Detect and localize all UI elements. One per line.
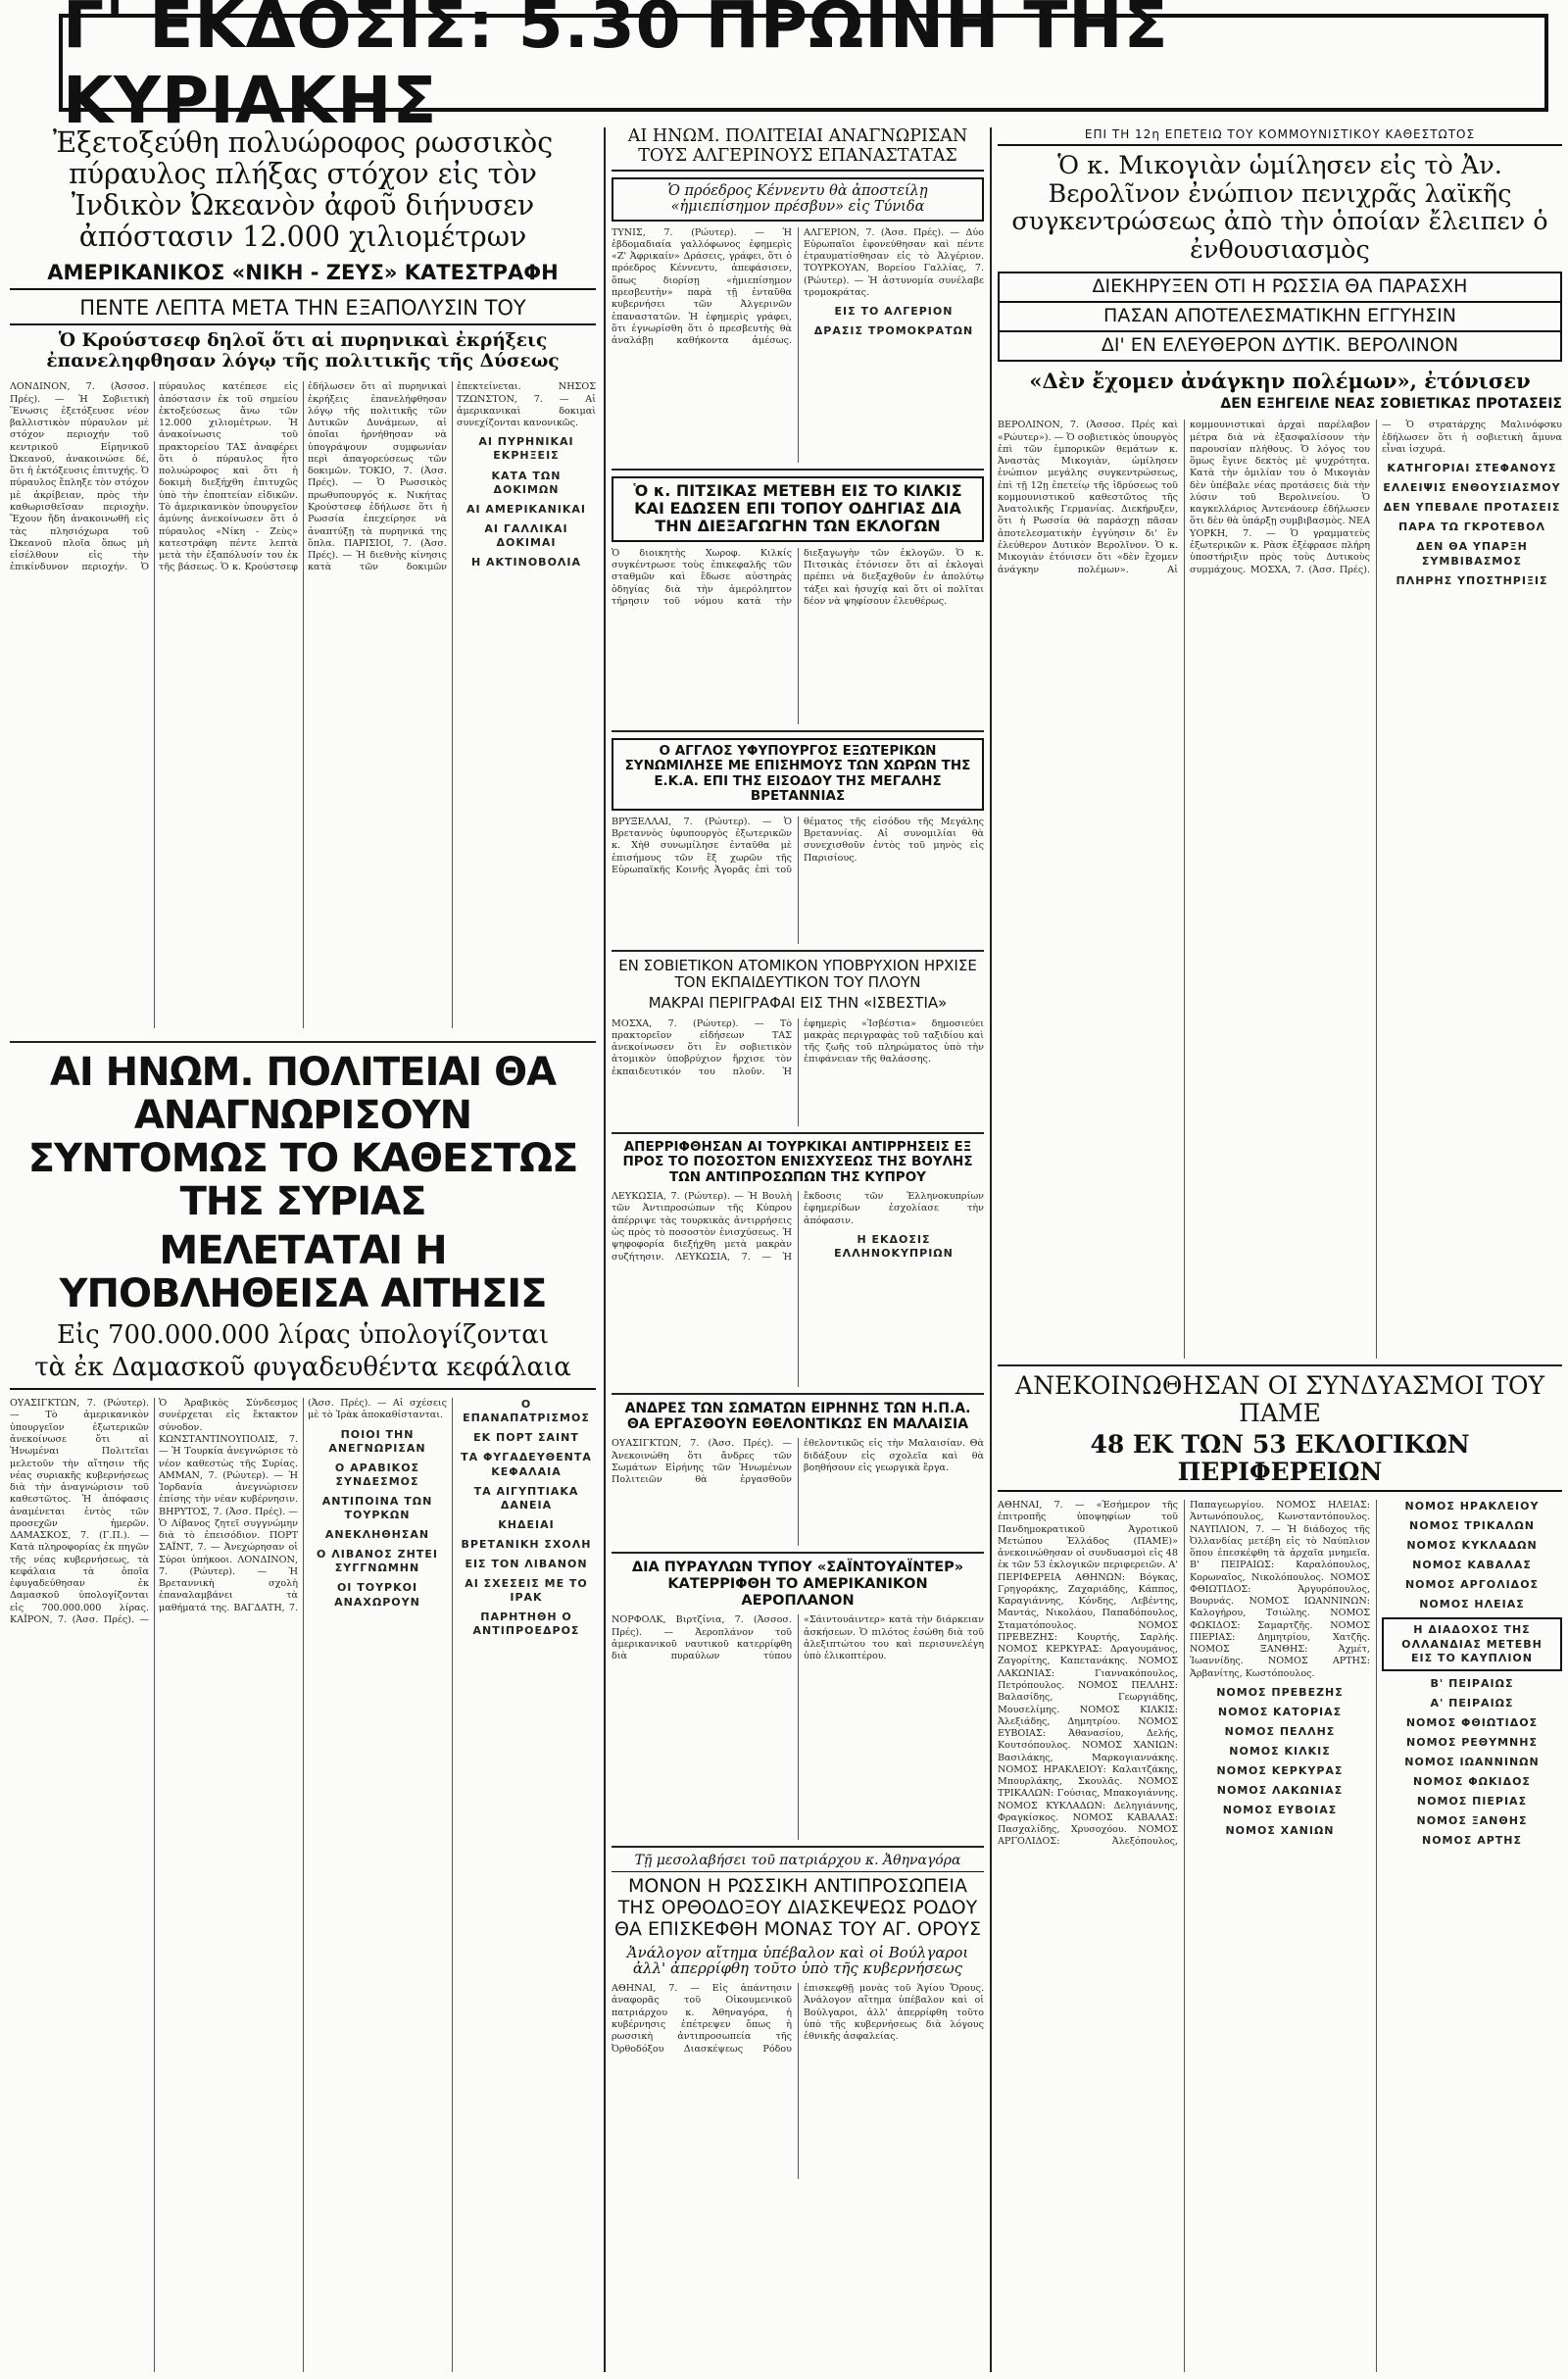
section-rule — [612, 1393, 984, 1395]
elections-sub-12: ΝΟΜΟΣ ΑΡΓΟΛΙΔΟΣ — [1404, 1578, 1540, 1592]
syria-headline: ΑΙ ΗΝΩΜ. ΠΟΛΙΤΕΙΑΙ ΘΑ ΑΝΑΓΝΩΡΙΣΟΥΝ ΣΥΝΤΟΜΩΣ ΤΟ ΚΑΘΕΣΤΩΣ ΤΗΣ ΣΥΡΙΑΣ — [27, 1051, 578, 1224]
article-britain — [612, 738, 984, 944]
mikoyan-body-text: ΒΕΡΟΛΙΝΟΝ, 7. (Ἀσσοσ. Πρές καὶ «Ρώυτερ»). — Ὁ σοβιετικὸς ὑπουργὸς ἐπὶ τῶν ἐμπορικῶν θεμάτων κ. Ἀναστὰς Μικογιὰν, ὡμίλησεν ἐνώπιον μεγάλης συγκεντρώσεως, ἐπὶ τῇ 12ῃ ἐπετείῳ τῆς ἱδρύσεως τοῦ κομμουνιστικοῦ καθεστῶτος τῆς Ἀνατολικῆς Γερμανίας. Διεκήρυξεν, ὅτι ἡ Ρωσσία θὰ παράσχῃ πᾶσαν ἀποτελεσματικὴν ἐγγύησιν δι' ἓν ἐλεύθερον Δυτικὸν Βερολῖνον. Ὁ κ. Μικογιὰν ἐτόνισεν ὅτι «δὲν ἔχομεν ἀνάγκην πολέμων». Αἱ κομμουνιστικαὶ ἀρχαὶ παρέλαβον μέτρα διὰ νὰ ἐξασφαλίσουν τὴν παρουσίαν πλήθους. Ὁ λόγος του ὅμως ἔγινε δεκτὸς μὲ ψυχρότητα. Κατὰ τὴν ὁμιλίαν του ὁ Μικογιὰν δὲν ὑπέβαλε νέας προτάσεις διὰ τὴν λύσιν τοῦ Βερολινείου. Ὁ καγκελλάριος Ἀντενάουερ ἐδήλωσεν ὅτι δὲν θὰ ὑπάρξῃ συμβιβασμὸς. ΝΕΑ ΥΟΡΚΗ, 7. — Ὁ γραμματεὺς ἐξωτερικῶν κ. Ρὰσκ ἐξέφρασε πλήρη ὑποστήριξιν πρὸς τοὺς Δυτικοὺς συμμάχους. ΜΟΣΧΑ, 7. (Ἀσσ. Πρές). — Ὁ στρατάρχης Μαλινόφσκυ ἐδήλωσεν ὅτι ἡ σοβιετικὴ ἄμυνα εἶναι ἰσχυρά. — [998, 420, 1562, 575]
mikoyan-body — [998, 420, 1562, 1359]
elections-sub-9: ΝΟΜΟΣ ΤΡΙΚΑΛΩΝ — [1409, 1519, 1535, 1533]
sidewinder-body — [612, 1614, 984, 1840]
syria-subhead-2: Εἰς 700.000.000 λίρας ὑπολογίζονται — [56, 1320, 550, 1350]
syria-sub-1: Ο ΑΡΑΒΙΚΟΣ ΣΥΝΔΕΣΜΟΣ — [334, 1461, 420, 1488]
column-rule — [990, 127, 992, 2372]
section-rule — [612, 950, 984, 952]
sidewinder-headline: ΔΙΑ ΠΥΡΑΥΛΩΝ ΤΥΠΟΥ «ΣΑΪΝΤΟΥΑΪΝΤΕΡ» ΚΑΤΕΡΡΙΦΘΗ ΤΟ ΑΜΕΡΙΚΑΝΙΚΟΝ ΑΕΡΟΠΛΑΝΟΝ — [631, 1560, 964, 1609]
algeria-sub-0: ΕΙΣ ΤΟ ΑΛΓΕΡΙΟΝ — [834, 305, 954, 319]
missile-body — [10, 381, 596, 1028]
missile-subhead-3: Ὁ Κρούστσεφ δηλοῖ ὅτι αἱ πυρηνικαὶ ἐκρήξεις ἐπανεληφθησαν λόγῳ τῆς πολιτικῆς τῆς Δύσεως — [46, 329, 560, 372]
algeria-subhead: Ὁ πρόεδρος Κέννεντυ θὰ ἀποστείλῃ «ἡμιεπίσημον πρέσβυν» εἰς Τύνιδα — [612, 177, 984, 221]
elections-sub-8: ΝΟΜΟΣ ΗΡΑΚΛΕΙΟΥ — [1404, 1500, 1540, 1512]
section-rule — [612, 1552, 984, 1554]
syria-subhead-3: τὰ ἐκ Δαμασκοῦ φυγαδευθέντα κεφάλαια — [10, 1354, 596, 1390]
submarine-headline: ΕΝ ΣΟΒΙΕΤΙΚΟΝ ΑΤΟΜΙΚΟΝ ΥΠΟΒΡΥΧΙΟΝ ΗΡΧΙΣΕ ΤΟΝ ΕΚΠΑΙΔΕΥΤΙΚΟΝ ΤΟΥ ΠΛΟΥΝ — [618, 956, 977, 992]
athos-headline: ΜΟΝΟΝ Η ΡΩΣΣΙΚΗ ΑΝΤΙΠΡΟΣΩΠΕΙΑ ΤΗΣ ΟΡΘΟΔΟΞΟΥ ΔΙΑΣΚΕΨΕΩΣ ΡΟΔΟΥ ΘΑ ΕΠΙΣΚΕΦΘΗ ΜΟΝΑΣ ΤΟΥ ΑΓ. ΟΡΟΥΣ — [613, 1875, 982, 1940]
syria-sub-4: Ο ΛΙΒΑΝΟΣ ΖΗΤΕΙ ΣΥΓΓΝΩΜΗΝ — [317, 1548, 438, 1575]
elections-sub-17: ΝΟΜΟΣ ΦΘΙΩΤΙΔΟΣ — [1405, 1715, 1539, 1729]
cyprus-body — [612, 1191, 984, 1387]
submarine-body-text: ΜΟΣΧΑ, 7. (Ρώυτερ). — Τὸ πρακτορεῖον εἰδήσεων ΤΑΣ ἀνεκοίνωσεν ὅτι ἓν σοβιετικὸν ἀτομικὸν ὑποβρύχιον ἤρχισε τὸν ἐκπαιδευτικόν του πλοῦν. Ἡ ἐφημερὶς «Ἰσβέστια» δημοσιεύει μακρὰς περιγραφὰς τοῦ ταξιδίου καὶ τῆς ζωῆς τοῦ πληρώματος ὑπὸ τὴν ἐπιφάνειαν τῆς θαλάσσης. — [612, 1017, 984, 1077]
pitsikas-headline: Ὁ κ. ΠΙΤΣΙΚΑΣ ΜΕΤΕΒΗ ΕΙΣ ΤΟ ΚΙΛΚΙΣ ΚΑΙ ΕΔΩΣΕΝ ΕΠΙ ΤΟΠΟΥ ΟΔΗΓΙΑΣ ΔΙΑ ΤΗΝ ΔΙΕΞΑΓΩΓΗΝ ΤΩΝ ΕΚΛΟΓΩΝ — [612, 476, 984, 542]
elections-sub-18: ΝΟΜΟΣ ΡΕΘΥΜΝΗΣ — [1406, 1735, 1538, 1749]
algeria-body — [612, 227, 984, 463]
elections-sub-1: ΝΟΜΟΣ ΚΑΤΟΡΙΑΣ — [1217, 1706, 1343, 1719]
pitsikas-body-text: Ὁ διοικητὴς Χωροφ. Κιλκίς συγκέντρωσε τοὺς ἐπικεφαλῆς τῶν σταθμῶν καὶ ἔδωσε αὐστηρὰς ὁδηγίας διὰ τὴν ἀμερόληπτον τήρησιν τοῦ νόμου κατὰ τὴν διεξαγωγὴν τῶν ἐκλογῶν. Ὁ κ. Πιτσικὰς ἐτόνισεν ὅτι αἱ ἐκλογαὶ πρέπει νὰ διεξαχθοῦν ἐν ἀπολύτῳ τάξει καὶ ἡσυχίᾳ καὶ ὅτι οἱ πολῖται δέον νὰ ψηφίσουν ἐλευθέρως. — [612, 547, 984, 607]
elections-sub-6: ΝΟΜΟΣ ΕΥΒΟΙΑΣ — [1222, 1804, 1338, 1817]
syria-sub-13: ΑΙ ΣΧΕΣΕΙΣ ΜΕ ΤΟ ΙΡΑΚ — [465, 1577, 588, 1605]
syria-sub-7: ΕΚ ΠΟΡΤ ΣΑΙΝΤ — [473, 1431, 579, 1445]
article-cyprus — [612, 1140, 984, 1388]
article-athos — [612, 1854, 984, 2179]
elections-sub-4: ΝΟΜΟΣ ΚΕΡΚΥΡΑΣ — [1216, 1764, 1344, 1778]
submarine-body — [612, 1018, 984, 1126]
elections-body-text: ΑΘΗΝΑΙ, 7. — «Ἐσήμερον τῆς ἐπιτροπῆς ὑποψηφίων τοῦ Πανδημοκρατικοῦ Ἀγροτικοῦ Μετώπου Ἑλλάδος (ΠΑΜΕ)» ἀνεκοινώθησαν οἱ συνδυασμοὶ εἰς 48 ἐκ τῶν 53 ἐκλογικῶν περιφερειῶν. Α' ΠΕΡΙΦΕΡΕΙΑ ΑΘΗΝΩΝ: Βόγκας, Γρηγοράκης, Ζαχαριάδης, Κάππος, Καραγιάννης, Κόνδης, Λεβέντης, Μαντάς, Νικολάου, Παπαδόπουλος, Σταματόπουλος. ΝΟΜΟΣ ΠΡΕΒΕΖΗΣ: Κουρτής, Σαρλής. ΝΟΜΟΣ ΚΕΡΚΥΡΑΣ: Δραγουμάνος, Ζαγορίτης, Καπετανάκης. ΝΟΜΟΣ ΛΑΚΩΝΙΑΣ: Γιαννακόπουλος, Πετρόπουλος. ΝΟΜΟΣ ΠΕΛΛΗΣ: Βαλασίδης, Γεωργιάδης, Μουσελίμης. ΝΟΜΟΣ ΚΙΛΚΙΣ: Ἀλεξιάδης, Δημητρίου. ΝΟΜΟΣ ΕΥΒΟΙΑΣ: Ἀθανασίου, Δελής, Κουτσόπουλος. ΝΟΜΟΣ ΧΑΝΙΩΝ: Βασιλάκης, Μαρκογιαννάκης. ΝΟΜΟΣ ΗΡΑΚΛΕΙΟΥ: Καλαιτζάκης, Μπουρλάκης, Σκουλᾶς. ΝΟΜΟΣ ΤΡΙΚΑΛΩΝ: Γούσιας, Μπακογιάννης. ΝΟΜΟΣ ΚΥΚΛΑΔΩΝ: Δεληγιάννης, Φραγκίσκος. ΝΟΜΟΣ ΚΑΒΑΛΑΣ: Πασχαλίδης, Χρυσοχόου. ΝΟΜΟΣ ΑΡΓΟΛΙΔΟΣ: Ἀλεξόπουλος, Παπαγεωργίου. ΝΟΜΟΣ ΗΛΕΙΑΣ: Ἀντωνόπουλος, Κωνσταντόπουλος. ΝΑΥΠΛΙΟΝ, 7. — Ἡ διάδοχος τῆς Ὀλλανδίας μετέβη εἰς τὸ Ναύπλιον ὅπου ἐπεσκέφθη τὰ ἀρχαῖα μνημεῖα. Β' ΠΕΙΡΑΙΩΣ: Καραλόπουλος, Κορωναῖος, Νικολόπουλος. ΝΟΜΟΣ ΦΘΙΩΤΙΔΟΣ: Ἀργυρόπουλος, Βουρνάς. ΝΟΜΟΣ ΙΩΑΝΝΙΝΩΝ: Καλογήρου, Τσιώλης. ΝΟΜΟΣ ΦΩΚΙΔΟΣ: Σαμαρτζῆς. ΝΟΜΟΣ ΠΙΕΡΙΑΣ: Δημητρίου, Χατζῆς. ΝΟΜΟΣ ΞΑΝΘΗΣ: Ἀχμέτ, Ἰωαννίδης. ΝΟΜΟΣ ΑΡΤΗΣ: Ἀρβανίτης, Κωστόπουλος. — [998, 1500, 1370, 1848]
athos-body — [612, 1983, 984, 2179]
elections-body — [998, 1500, 1562, 2372]
elections-sub-15: Β' ΠΕΙΡΑΙΩΣ — [1430, 1676, 1514, 1690]
syria-sub-0: ΠΟΙΟΙ ΤΗΝ ΑΝΕΓΝΩΡΙΣΑΝ — [328, 1427, 426, 1455]
syria-sub-6: Ο ΕΠΑΝΑΠΑΤΡΙΣΜΟΣ — [463, 1398, 590, 1425]
elections-sub-11: ΝΟΜΟΣ ΚΑΒΑΛΑΣ — [1412, 1559, 1532, 1572]
article-mikoyan — [998, 127, 1562, 1359]
syria-sub-10: ΚΗΔΕΙΑΙ — [498, 1517, 555, 1531]
syria-sub-9: ΤΑ ΑΙΓΥΠΤΙΑΚΑ ΔΑΝΕΙΑ — [473, 1484, 579, 1512]
article-syria — [10, 1051, 596, 2372]
peace-body — [612, 1438, 984, 1546]
mikoyan-deck-box — [998, 272, 1562, 362]
article-peace-corps — [612, 1401, 984, 1546]
britain-headline: Ο ΑΓΓΛΟΣ ΥΦΥΠΟΥΡΓΟΣ ΕΞΩΤΕΡΙΚΩΝ ΣΥΝΩΜΙΛΗΣΕ ΜΕ ΕΠΙΣΗΜΟΥΣ ΤΩΝ ΧΩΡΩΝ ΤΗΣ Ε.Κ.Α. ΕΠΙ ΤΗΣ ΕΙΣΟΔΟΥ ΤΗΣ ΜΕΓΑΛΗΣ ΒΡΕΤΑΝΝΙΑΣ — [612, 738, 984, 811]
elections-subhead: 48 ΕΚ ΤΩΝ 53 ΕΚΛΟΓΙΚΩΝ ΠΕΡΙΦΕΡΕΙΩΝ — [998, 1431, 1562, 1492]
mikoyan-subhead: ΔΕΝ ΕΞΗΓΕΙΛΕ ΝΕΑΣ ΣΟΒΙΕΤΙΚΑΣ ΠΡΟΤΑΣΕΙΣ — [1220, 396, 1562, 413]
sidewinder-body-text: ΝΟΡΦΟΛΚ, Βιρτζίνια, 7. (Ἀσσοσ. Πρές). — Ἀεροπλάνον τοῦ ἀμερικανικοῦ ναυτικοῦ κατερρίφθη διὰ πυραύλων τύπου «Σάιντουάιντερ» κατὰ τὴν διάρκειαν ἀσκήσεων. Ὁ πιλότος ἐσώθη διὰ τοῦ ἀλεξιπτώτου του καὶ περισυνελέγη ὑπὸ ἑλικοπτέρου. — [612, 1614, 984, 1662]
middle-column — [612, 127, 984, 2372]
syria-sub-12: ΕΙΣ ΤΟΝ ΛΙΒΑΝΟΝ — [465, 1557, 588, 1570]
article-sidewinder — [612, 1560, 984, 1840]
algeria-sub-1: ΔΡΑΣΙΣ ΤΡΟΜΟΚΡΑΤΩΝ — [813, 324, 974, 338]
elections-sub-3: ΝΟΜΟΣ ΚΙΛΚΙΣ — [1229, 1745, 1331, 1759]
elections-sub-22: ΝΟΜΟΣ ΞΑΝΘΗΣ — [1416, 1814, 1528, 1828]
elections-sub-16: Α' ΠΕΙΡΑΙΩΣ — [1430, 1696, 1514, 1710]
athos-subhead: Ἀνάλογον αἴτημα ὑπέβαλον καὶ οἱ Βούλγαροι ἀλλ' ἀπερρίφθη τοῦτο ὑπὸ τῆς κυβερνήσεως — [626, 1943, 969, 1978]
section-rule — [612, 1132, 984, 1134]
mikoyan-sub-3: ΠΑΡΑ ΤΩ ΓΚΡΟΤΕΒΟΛ — [1397, 520, 1546, 534]
peace-headline: ΑΝΔΡΕΣ ΤΩΝ ΣΩΜΑΤΩΝ ΕΙΡΗΝΗΣ ΤΩΝ Η.Π.Α. ΘΑ ΕΡΓΑΣΘΟΥΝ ΕΘΕΛΟΝΤΙΚΩΣ ΕΝ ΜΑΛΑΙΣΙΑ — [624, 1401, 971, 1433]
cyprus-headline: ΑΠΕΡΡΙΦΘΗΣΑΝ ΑΙ ΤΟΥΡΚΙΚΑΙ ΑΝΤΙΡΡΗΣΕΙΣ ΕΞ ΠΡΟΣ ΤΟ ΠΟΣΟΣΤΟΝ ΕΝΙΣΧΥΣΕΩΣ ΤΗΣ ΒΟΥΛΗΣ ΤΩΝ ΑΝΤΙΠΡΟΣΩΠΩΝ ΤΗΣ ΚΥΠΡΟΥ — [622, 1138, 973, 1185]
missile-headline: Ἐξετοξεύθη πολυώροφος ρωσσικὸς πύραυλος πλήξας στόχον εἰς τὸν Ἰνδικὸν Ὠκεανὸν ἀφοῦ διήνυσεν ἀπόστασιν 12.000 χιλιομέτρων — [52, 127, 554, 253]
algeria-headline: ΑΙ ΗΝΩΜ. ΠΟΛΙΤΕΙΑΙ ΑΝΑΓΝΩΡΙΣΑΝ ΤΟΥΣ ΑΛΓΕΡΙΝΟΥΣ ΕΠΑΝΑΣΤΑΤΑΣ — [612, 127, 984, 172]
missile-body-text: ΛΟΝΔΙΝΟΝ, 7. (Ἀσσοσ. Πρές). — Ἡ Σοβιετικὴ Ἕνωσις ἐξετόξευσε νέον βαλλιστικὸν πύραυλον μὲ στόχον περιοχήν τοῦ κεντρικοῦ Εἰρηνικοῦ Ὠκεανοῦ, ἀνακοινώσε δέ, ὅτι ἡ ἐκτόξευσις ἐπιτυχής. Ὁ πύραυλος ἔπληξε τὸν στόχον μὲ ἀκρίβειαν, πρὸς τὴν καθωρισθεῖσαν περιοχὴν. Ἔχουν ἤδη ἀνακοινωθῆ εἰς τὰς πλησιόχωρα τοῦ Ὠκεανοῦ πλοῖα ὅπως μὴ εἰσέλθουν εἰς τὴν ἐπικίνδυνον περιοχήν. Ὁ πύραυλος κατέπεσε εἰς ἀπόστασιν ἐκ τοῦ σημείου ἐκτοξεύσεως ἄνω τῶν 12.000 χιλιομέτρων. Ἡ ἀνακοίνωσις τοῦ πρακτορείου ΤΑΣ ἀναφέρει ὅτι ὁ πύραυλος ἦτο πολυώροφος καὶ ὅτι ἡ δοκιμὴ διεξήχθη ἐπιτυχῶς ὑπὸ τὴν ἐποπτείαν εἰδικῶν. Τὸ ἀμερικανικὸν ὑπουργεῖον ἀμύνης ἀνεκοίνωσεν ὅτι ὁ πύραυλος «Νίκη - Ζεὺς» κατεστράφη πέντε λεπτὰ μετὰ τὴν ἐξαπόλυσίν του ἐκ τῆς βάσεως. Ὁ κ. Κρούστσεφ ἐδήλωσεν ὅτι αἱ πυρηνικαὶ ἐκρήξεις ἐπανελήφθησαν λόγῳ τῆς πολιτικῆς τῶν Δυτικῶν Δυνάμεων, αἱ ὁποῖαι ἠρνήθησαν νὰ ὑπογράψουν συμφωνίαν περὶ ἀπαγορεύσεως τῶν δοκιμῶν. ΤΟΚΙΟ, 7. (Ἀσσ. Πρές). — Ὁ Ρωσσικὸς πρωθυπουργός κ. Νικήτας Κρούστσεφ ἐδήλωσε ὅτι ἡ Ρωσσία ἐπεχείρησε νὰ ἀναπτύξῃ τὰ πυρηνικά της ὅπλα. ΠΑΡΙΣΙΟΙ, 7. (Ἀσσ. Πρές). — Ἡ διεθνὴς κίνησις κατὰ τῶν δοκιμῶν ἐπεκτείνεται. ΝΗΣΟΣ ΤΖΩΝΣΤΟΝ, 7. — Αἱ ἀμερικανικαὶ δοκιμαὶ συνεχίζονται κανονικῶς. — [10, 381, 596, 573]
article-pitsikas — [612, 476, 984, 724]
section-rule — [10, 1041, 596, 1043]
britain-body — [612, 817, 984, 944]
mikoyan-sub-4: ΔΕΝ ΘΑ ΥΠΑΡΞΗ ΣΥΜΒΙΒΑΣΜΟΣ — [1416, 540, 1528, 568]
peace-body-text: ΟΥΑΣΙΓΚΤΩΝ, 7. (Ἀσσ. Πρές). — Ἀνεκοινώθη ὅτι ἄνδρες τῶν Σωμάτων Εἰρήνης τῶν Ἡνωμένων Πολιτειῶν θὰ ἐργασθοῦν ἐθελοντικῶς εἰς τὴν Μαλαισίαν. Θὰ διδάξουν εἰς σχολεῖα καὶ θὰ βοηθήσουν εἰς γεωργικὰ ἔργα. — [612, 1438, 984, 1486]
edition-title: Γ' ΕΚΔΟΣΙΣ: 5.30 ΠΡΩΙΝΗ ΤΗΣ ΚΥΡΙΑΚΗΣ — [63, 0, 1169, 138]
syria-body — [10, 1398, 596, 2372]
mikoyan-sub-0: ΚΑΤΗΓΟΡΙΑΙ ΣΤΕΦΑΝΟΥΣ — [1387, 462, 1557, 475]
mikoyan-deck-line-3: ΔΙ' ΕΝ ΕΛΕΥΘΕΡΟΝ ΔΥΤΙΚ. ΒΕΡΟΛΙΝΟΝ — [1101, 333, 1459, 356]
article-algeria — [612, 127, 984, 463]
syria-body-text: ΟΥΑΣΙΓΚΤΩΝ, 7. (Ρώυτερ). — Τὸ ἀμερικανικὸν ὑπουργεῖον ἐξωτερικῶν ἀνεκοίνωσε ὅτι αἱ Ἡνωμέναι Πολιτεῖαι μελετοῦν τὴν αἴτησιν τῆς νέας συριακῆς κυβερνήσεως διὰ τὴν ἀναγνώρισιν τοῦ καθεστῶτος. Ἡ ἀπόφασις ἀναμένεται ἐντὸς τῶν προσεχῶν ἡμερῶν. ΔΑΜΑΣΚΟΣ, 7. (Γ.Π.). — Κατὰ πληροφορίας ἐκ πηγῶν τῆς νέας κυβερνήσεως, τὰ κεφάλαια τὰ ὁποῖα ἐφυγαδεύθησαν ἐκ Δαμασκοῦ ὑπολογίζονται εἰς 700.000.000 λίρας. ΚΑΪΡΟΝ, 7. (Ἀσσ. Πρές). — Ὁ Ἀραβικὸς Σύνδεσμος συνέρχεται εἰς ἔκτακτον σύνοδον. ΚΩΝΣΤΑΝΤΙΝΟΥΠΟΛΙΣ, 7. — Ἡ Τουρκία ἀνεγνώρισε τὸ νέον καθεστὼς τῆς Συρίας. ΑΜΜΑΝ, 7. (Ρώυτερ). — Ἡ Ἰορδανία ἀνεγνώρισεν ἐπίσης τὴν νέαν κυβέρνησιν. ΒΗΡΥΤΟΣ, 7. (Ἀσσ. Πρές). — Ὁ Λίβανος ζητεῖ συγγνώμην διὰ τὸ ἐπεισόδιον. ΠΟΡΤ ΣΑΪΝΤ, 7. — Ἀνεχώρησαν οἱ Σύροι ὑπήκοοι. ΛΟΝΔΙΝΟΝ, 7. (Ρώυτερ). — Ἡ Βρεταννικὴ σχολὴ ἐπαναλαμβάνει τὰ μαθήματά της. ΒΑΓΔΑΤΗ, 7. (Ἀσσ. Πρές). — Αἱ σχέσεις μὲ τὸ Ἰρὰκ ἀποκαθίστανται. — [10, 1398, 447, 1625]
missile-sub-4: Η ΑΚΤΙΝΟΒΟΛΙΑ — [470, 555, 582, 569]
mikoyan-sub-5: ΠΛΗΡΗΣ ΥΠΟΣΤΗΡΙΞΙΣ — [1396, 573, 1548, 587]
section-rule — [998, 1364, 1562, 1366]
mikoyan-sub-2: ΔΕΝ ΥΠΕΒΑΛΕ ΠΡΟΤΑΣΕΙΣ — [1383, 501, 1561, 515]
elections-headline: ΑΝΕΚΟΙΝΩΘΗΣΑΝ ΟΙ ΣΥΝΔΥΑΣΜΟΙ ΤΟΥ ΠΑΜΕ — [1015, 1372, 1544, 1427]
cyprus-body-text: ΛΕΥΚΩΣΙΑ, 7. (Ρώυτερ). — Ἡ Βουλὴ τῶν Ἀντιπροσώπων τῆς Κύπρου ἀπέρριψε τὰς τουρκικὰς ἀντιρρήσεις ὡς πρὸς τὸ ποσοστὸν ἐνισχύσεως. Ἡ ψηφοφορία διεξήχθη μετὰ μακρὰν συζήτησιν. ΛΕΥΚΩΣΙΑ, 7. — Ἡ ἔκδοσις τῶν Ἑλληνοκυπρίων ἐφημερίδων ἐσχολίασε τὴν ἀπόφασιν. — [612, 1191, 984, 1263]
column-rule — [604, 127, 606, 2372]
missile-subhead-2: ΠΕΝΤΕ ΛΕΠΤΑ ΜΕΤΑ ΤΗΝ ΕΞΑΠΟΛΥΣΙΝ ΤΟΥ — [10, 296, 596, 325]
elections-sub-20: ΝΟΜΟΣ ΦΩΚΙΔΟΣ — [1413, 1775, 1531, 1789]
syria-sub-5: ΟΙ ΤΟΥΡΚΟΙ ΑΝΑΧΩΡΟΥΝ — [334, 1581, 420, 1609]
syria-sub-11: ΒΡΕΤΑΝΙΚΗ ΣΧΟΛΗ — [461, 1537, 592, 1551]
mikoyan-deck-line-1: ΔΙΕΚΗΡΥΞΕΝ ΟΤΙ Η ΡΩΣΣΙΑ ΘΑ ΠΑΡΑΣΧΗ — [1000, 273, 1560, 303]
algeria-body-text: ΤΥΝΙΣ, 7. (Ρώυτερ). — Ἡ ἑβδομαδιαία γαλλόφωνος ἐφημερὶς «Ζ' Ἀφρικαίν» Δράσεις, γράφει, ὅτι ὁ πρόεδρος Κέννεντυ, ἀπεφάσισεν, ὅπως διορίσῃ «ἡμιεπίσημον πρεσβευτὴν» παρὰ τῇ ἐνταῦθα κυβερνήσει τῶν Ἀλγερινῶν ἐπαναστατῶν. Ἡ ἐφημερὶς γράφει, ὅτι ἐγνωρίσθη ὅτι ὁ πρεσβευτὴς θὰ ἀναλάβῃ καθήκοντα ἀμέσως. ΑΛΓΕΡΙΟΝ, 7. (Ἀσσ. Πρές). — Δύο Εὐρωπαῖοι ἐφονεύθησαν καὶ πέντε ἐτραυματίσθησαν εἰς τὸ Ἀλγέριον. ΤΟΥΡΚΟΥΑΝ, Βορείου Γαλλίας, 7. (Ρώυτερ). — Ἡ ἀστυνομία συνέλαβε τρομοκράτας. — [612, 226, 984, 347]
mikoyan-deck-line-2: ΠΑΣΑΝ ΑΠΟΤΕΛΕΣΜΑΤΙΚΗΝ ΕΓΓΥΗΣΙΝ — [1000, 303, 1560, 332]
syria-sub-14: ΠΑΡΗΤΗΘΗ Ο ΑΝΤΙΠΡΟΕΔΡΟΣ — [472, 1611, 580, 1638]
elections-sub-7: ΝΟΜΟΣ ΧΑΝΙΩΝ — [1225, 1823, 1335, 1837]
mikoyan-headline: Ὁ κ. Μικογιὰν ὡμίλησεν εἰς τὸ Ἀν. Βερολῖνον ἐνώπιον πενιχρᾶς λαϊκῆς συγκεντρώσεως ἀπὸ τὴν ὁποίαν ἔλειπεν ὁ ἐνθουσιασμὸς — [1011, 151, 1548, 265]
missile-sub-0: ΑΙ ΠΥΡΗΝΙΚΑΙ ΕΚΡΗΞΕΙΣ — [478, 435, 574, 463]
mikoyan-sub-1: ΕΛΛΕΙΨΙΣ ΕΝΘΟΥΣΙΑΣΜΟΥ — [1383, 481, 1561, 495]
mikoyan-kicker: ΕΠΙ ΤΗ 12η ΕΠΕΤΕΙΩ ΤΟΥ ΚΟΜΜΟΥΝΙΣΤΙΚΟΥ ΚΑΘΕΣΤΩΤΟΣ — [998, 127, 1562, 146]
syria-subhead-1: ΜΕΛΕΤΑΤΑΙ Η ΥΠΟΒΛΗΘΕΙΣΑ ΑΙΤΗΣΙΣ — [59, 1228, 547, 1316]
elections-sub-0: ΝΟΜΟΣ ΠΡΕΒΕΖΗΣ — [1216, 1685, 1344, 1699]
submarine-subhead: ΜΑΚΡΑΙ ΠΕΡΙΓΡΑΦΑΙ ΕΙΣ ΤΗΝ «ΙΣΒΕΣΤΙΑ» — [648, 994, 948, 1013]
elections-sub-19: ΝΟΜΟΣ ΙΩΑΝΝΙΝΩΝ — [1404, 1756, 1540, 1769]
missile-sub-3: ΑΙ ΓΑΛΛΙΚΑΙ ΔΟΚΙΜΑΙ — [484, 521, 568, 549]
syria-sub-8: ΤΑ ΦΥΓΑΔΕΥΘΕΝΤΑ ΚΕΦΑΛΑΙΑ — [461, 1451, 592, 1478]
missile-subhead-1: ΑΜΕΡΙΚΑΝΙΚΟΣ «ΝΙΚΗ - ΖΕΥΣ» ΚΑΤΕΣΤΡΑΦΗ — [10, 261, 596, 290]
elections-sub-13: ΝΟΜΟΣ ΗΛΕΙΑΣ — [1419, 1598, 1525, 1611]
elections-sub-21: ΝΟΜΟΣ ΠΙΕΡΙΑΣ — [1416, 1795, 1528, 1809]
syria-sub-3: ΑΝΕΚΛΗΘΗΣΑΝ — [324, 1528, 430, 1542]
elections-sub-10: ΝΟΜΟΣ ΚΥΚΛΑΔΩΝ — [1406, 1539, 1538, 1553]
missile-sub-2: ΑΙ ΑΜΕΡΙΚΑΝΙΚΑΙ — [466, 502, 587, 516]
mikoyan-quote: «Δὲν ἔχομεν ἀνάγκην πολέμων», ἐτόνισεν — [1029, 368, 1531, 393]
article-submarine — [612, 958, 984, 1126]
britain-body-text: ΒΡΥΞΕΛΛΑΙ, 7. (Ρώυτερ). — Ὁ Βρεταννὸς ὑφυπουργὸς ἐξωτερικῶν κ. Χὴθ συνωμίλησε ἐνταῦθα μὲ ἐπισήμους τῶν ἕξ χωρῶν τῆς Εὐρωπαϊκῆς Κοινῆς Ἀγορᾶς ἐπὶ τοῦ θέματος τῆς εἰσόδου τῆς Μεγάλης Βρεταννίας. Αἱ συνομιλίαι θὰ συνεχισθοῦν ἐντὸς τοῦ μηνὸς εἰς Παρισίους. — [612, 816, 984, 875]
athos-body-text: ΑΘΗΝΑΙ, 7. — Εἰς ἀπάντησιν ἀναφορᾶς τοῦ Οἰκουμενικοῦ πατριάρχου κ. Ἀθηναγόρα, ἡ κυβέρνησις ἐπέτρεψεν ὅπως ἡ ρωσσικὴ ἀντιπροσωπεία τῆς Ὀρθοδόξου Διασκέψεως Ρόδου ἐπισκεφθῇ μονὰς τοῦ Ἁγίου Ὄρους. Ἀνάλογον αἴτημα ὑπέβαλον καὶ οἱ Βούλγαροι, ἀλλ' ἀπερρίφθη τοῦτο ὑπὸ τῆς κυβερνήσεως διὰ λόγους ἐθνικῆς ἀσφαλείας. — [612, 1983, 984, 2055]
section-rule — [612, 730, 984, 732]
pitsikas-body — [612, 548, 984, 724]
article-elections — [998, 1372, 1562, 2372]
elections-sub-2: ΝΟΜΟΣ ΠΕΛΛΗΣ — [1224, 1725, 1336, 1739]
elections-sub-5: ΝΟΜΟΣ ΛΑΚΩΝΙΑΣ — [1216, 1784, 1344, 1798]
elections-sub-23: ΝΟΜΟΣ ΑΡΤΗΣ — [1422, 1834, 1522, 1848]
section-rule — [612, 469, 984, 471]
syria-sub-2: ΑΝΤΙΠΟΙΝΑ ΤΩΝ ΤΟΥΡΚΩΝ — [321, 1495, 433, 1522]
article-missile — [10, 127, 596, 1035]
athos-kicker: Τῇ μεσολαβήσει τοῦ πατριάρχου κ. Ἀθηναγόρα — [612, 1854, 984, 1872]
missile-sub-1: ΚΑΤΑ ΤΩΝ ΔΟΚΙΜΩΝ — [491, 469, 562, 496]
cyprus-sub-0: Η ΕΚΔΟΣΙΣ ΕΛΛΗΝΟΚΥΠΡΙΩΝ — [834, 1232, 954, 1261]
section-rule — [612, 1846, 984, 1848]
elections-sub-14: Η ΔΙΑΔΟΧΟΣ ΤΗΣ ΟΛΛΑΝΔΙΑΣ ΜΕΤΕΒΗ ΕΙΣ ΤΟ ΚΑΥΠΛΙΟΝ — [1382, 1617, 1562, 1670]
